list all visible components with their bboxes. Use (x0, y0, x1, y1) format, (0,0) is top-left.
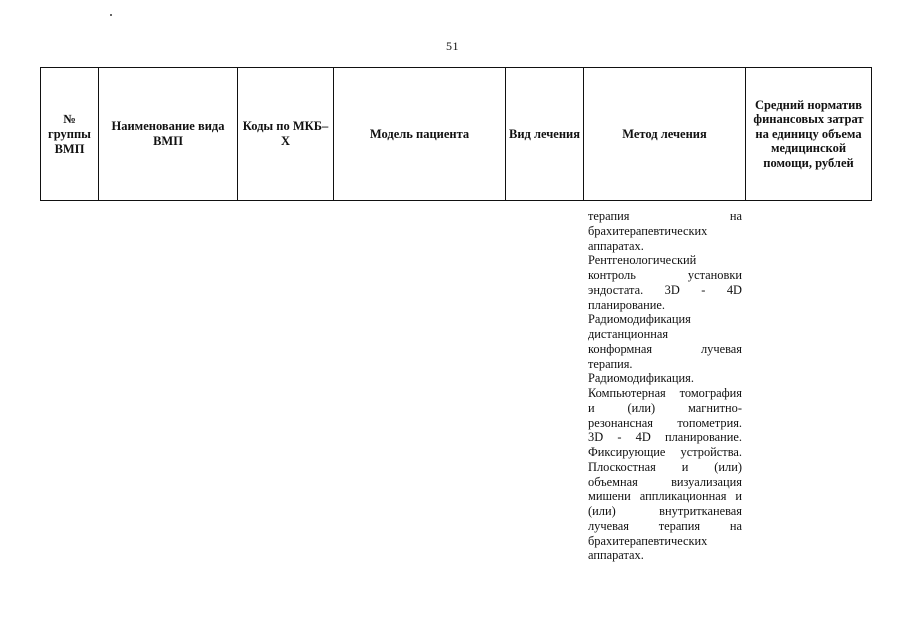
method-line: лучевая терапия на (588, 518, 742, 533)
method-line: брахитерапевтических (588, 223, 708, 238)
header-cell-vmp-name: Наименование вида ВМП (99, 68, 238, 201)
method-line: контроль установки (588, 268, 742, 282)
method-line: и (или) магнитно- (588, 400, 742, 415)
method-line: резонансная топометрия. (588, 415, 742, 430)
method-line: мишени аппликационная и (588, 489, 742, 504)
method-line: Плоскостная и (или) (588, 459, 742, 474)
method-line: эндостата. 3D - 4D (588, 282, 742, 297)
method-line: Фиксирующие устройства. (588, 445, 742, 459)
treatment-method-text (588, 209, 742, 563)
method-line: аппаратах. (588, 238, 644, 253)
header-cell-method: Метод лечения (584, 68, 746, 201)
method-line: терапия. (588, 356, 633, 371)
header-cell-avg-cost: Средний норматив финансовых затрат на единицу объема медицинской помощи, рублей (746, 68, 872, 201)
method-line: аппаратах. (588, 548, 644, 563)
method-line: дистанционная (588, 327, 669, 341)
method-line: конформная лучевая (588, 341, 742, 356)
method-line: планирование. (588, 297, 666, 312)
method-line: Радиомодификация. (588, 371, 694, 386)
scan-speck (110, 14, 112, 16)
header-cell-patient-model: Модель пациента (334, 68, 506, 201)
method-line: брахитерапевтических (588, 533, 708, 548)
method-line: Рентгенологический (588, 253, 697, 268)
method-line: (или) внутритканевая (588, 504, 742, 518)
header-cell-icd-codes: Коды по МКБ–Х (238, 68, 334, 201)
method-line: Радиомодификация (588, 312, 691, 327)
header-cell-treatment-type: Вид лечения (506, 68, 584, 201)
method-line: Компьютерная томография (588, 386, 742, 400)
header-table (40, 67, 872, 201)
page-number: 51 (446, 39, 459, 53)
header-row (41, 68, 872, 201)
method-line: 3D - 4D планирование. (588, 430, 742, 445)
header-cell-group: № группы ВМП (41, 68, 99, 201)
method-line: терапия на (588, 209, 742, 223)
method-line: объемная визуализация (588, 474, 742, 489)
